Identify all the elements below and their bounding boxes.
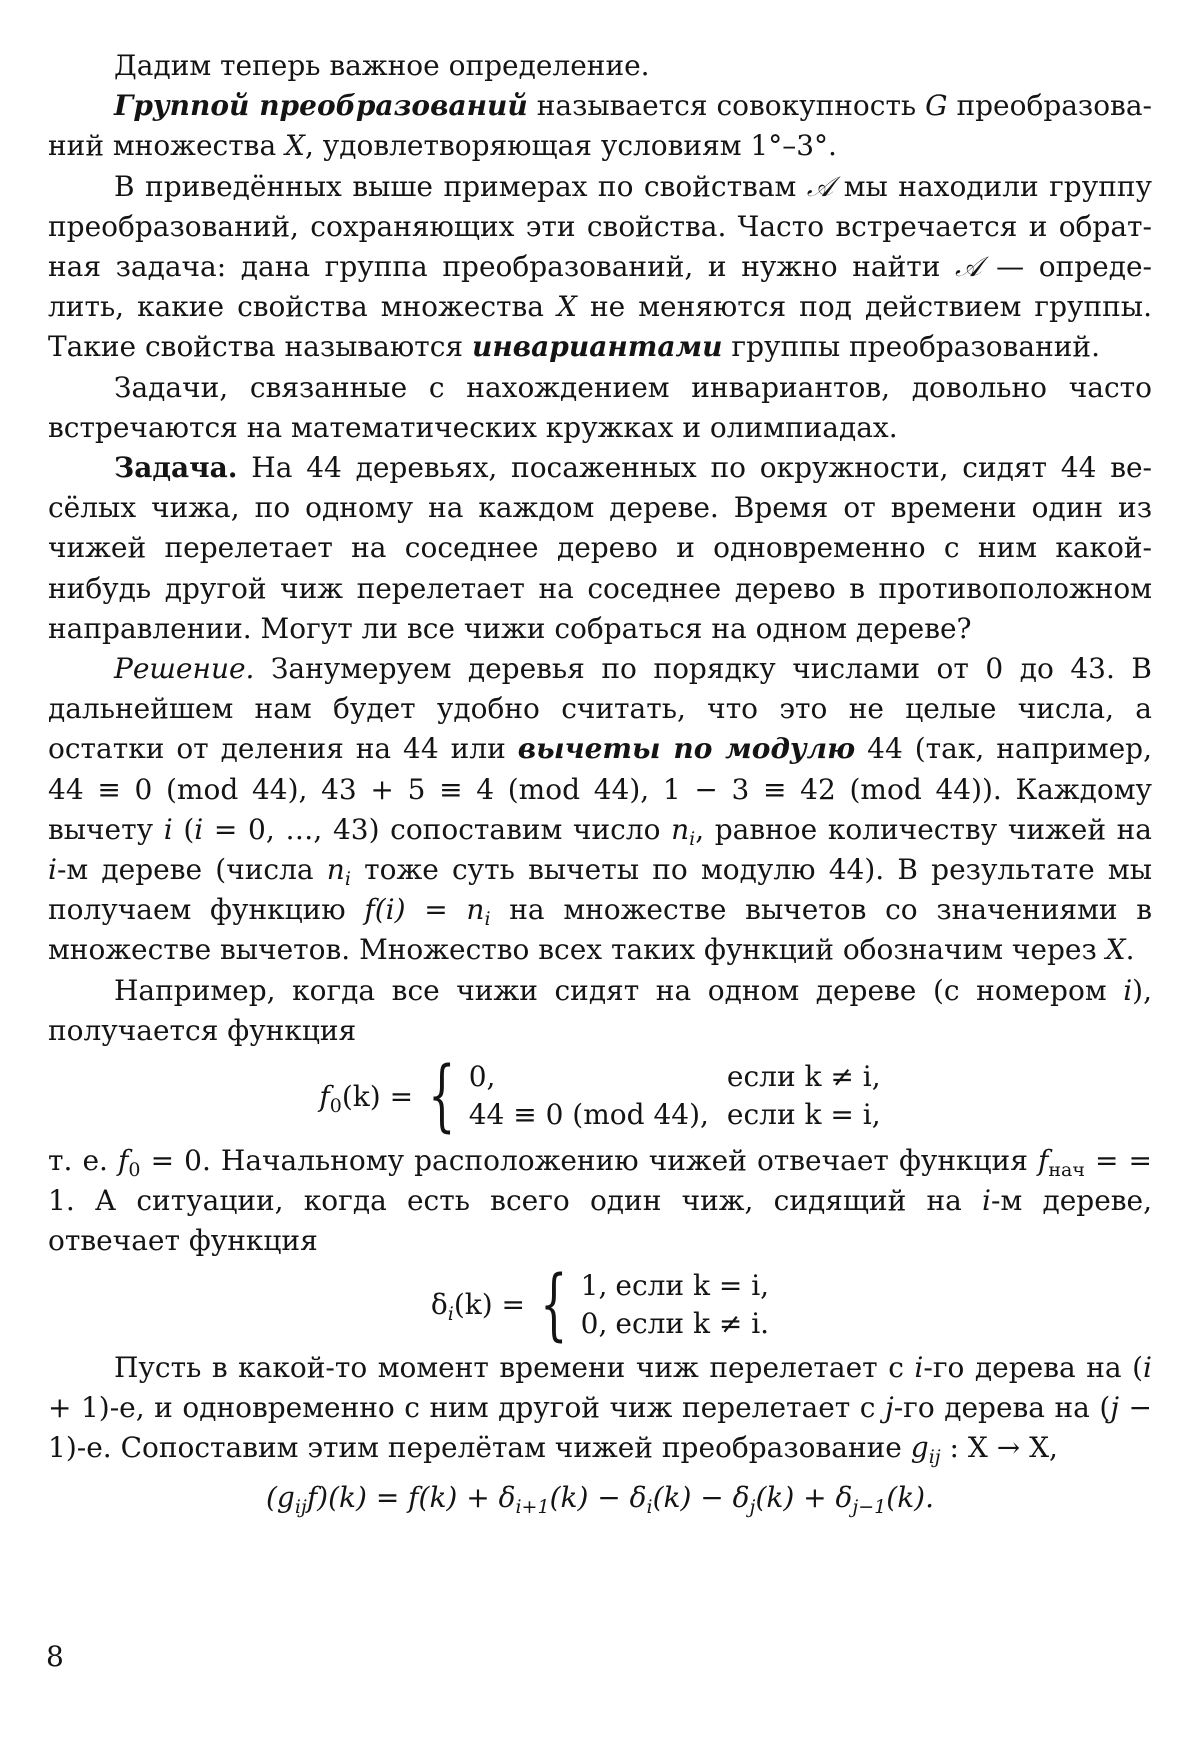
case-value: 0, <box>580 1306 608 1340</box>
text-span: , равное количеству чижей на <box>695 812 1152 846</box>
text-span: -м дереве, отвечает функция <box>48 1184 1152 1258</box>
math-subscript: 0 <box>128 1159 141 1182</box>
formula-lhs-rest: (k) = <box>453 1288 526 1322</box>
math-subscript: i <box>484 908 491 931</box>
case-condition: если k ≠ i. <box>615 1306 770 1340</box>
intro-text: Дадим теперь важное определение. <box>114 49 650 82</box>
formula-delta <box>48 1259 1152 1350</box>
math-f: f <box>319 1079 330 1113</box>
math-script-A: 𝒜 <box>806 169 834 203</box>
math-delta: δ <box>430 1288 448 1322</box>
math-g: g <box>910 1431 929 1465</box>
text-span: = 0. Начальному расположению чижей отвечает функция <box>140 1144 1038 1178</box>
math-i: i <box>194 812 204 846</box>
math-f: f <box>118 1144 129 1178</box>
math-subscript: i <box>646 1495 653 1518</box>
text-span: -го дерева на ( <box>893 1390 1111 1424</box>
math-subscript: ij <box>928 1446 941 1469</box>
math-i: i <box>982 1184 991 1218</box>
math-subscript: 0 <box>329 1094 342 1117</box>
math-X: X <box>285 129 305 163</box>
formula-delta-lhs <box>430 1288 526 1326</box>
text-span: В приведённых выше примерах по свойствам <box>114 169 807 203</box>
term-residues: вычеты по модулю <box>517 732 856 766</box>
math-subscript: j <box>749 1495 756 1518</box>
math-subscript: i <box>447 1303 454 1326</box>
text-span: на множестве вычетов со значениями в множестве вычетов. Множество всех таких функций обозначим через <box>48 893 1152 967</box>
text-span: + 1)-е, и одновременно с ним другой чиж перелетает с <box>48 1390 886 1424</box>
text-span: , удовлетворяющая условиям 1°–3°. <box>304 129 837 163</box>
formula-part: (k) + δ <box>755 1480 853 1514</box>
math-f-of-i: f(i) <box>364 893 406 927</box>
page-number: 8 <box>46 1640 64 1673</box>
formula-lhs-rest: (k) = <box>341 1079 414 1113</box>
math-subscript: нач <box>1048 1159 1085 1182</box>
math-subscript: i <box>344 868 351 891</box>
math-f: f <box>1037 1144 1049 1178</box>
math-i: i <box>1143 1350 1153 1384</box>
formula-part: (g <box>265 1480 295 1514</box>
formula-delta-cases <box>581 1267 769 1343</box>
text-span: мы находили группу преобразований, сохраняющих эти свойства. Часто встречается и обратная задача: дана группа преобразований, и нужно найти <box>48 169 1152 284</box>
text-span: ( <box>172 812 195 846</box>
math-X: X <box>557 290 577 324</box>
text-span: — определить, какие свойства множества <box>48 250 1153 324</box>
formula-g-ij-body <box>265 1480 934 1518</box>
math-n: n <box>326 853 345 887</box>
page-body <box>48 46 1152 1526</box>
text-span: -го дерева на ( <box>923 1350 1144 1384</box>
math-i: i <box>914 1350 924 1384</box>
text-span: : X → X, <box>940 1431 1058 1465</box>
formula-f0-cases <box>469 1058 881 1134</box>
text-span: Пусть в какой-то момент времени чиж перелетает с <box>114 1350 915 1384</box>
text-span: Занумеруем деревья по порядку числами от 0 до 43. В дальнейшем нам будет удобно считать, что это не целые числа, а остатки от деления на 44 или <box>48 652 1152 766</box>
term-transformation-group: Группой преобразований <box>114 89 528 123</box>
formula-f0 <box>48 1051 1152 1141</box>
math-i: i <box>163 812 173 846</box>
text-span: Например, когда все чижи сидят на одном дереве (с номером <box>114 973 1124 1007</box>
text-span: Задачи, связанные с нахождением инвариантов, довольно часто встречаются на математических кружках и олимпиадах. <box>48 370 1152 444</box>
text-span: . <box>1125 933 1135 967</box>
text-span: преобразований множества <box>48 89 1152 163</box>
text-span: тоже суть вычеты по модулю 44). В результате мы получаем функцию <box>48 853 1152 927</box>
case-condition: если k = i, <box>615 1268 770 1302</box>
formula-g-ij <box>48 1468 1152 1526</box>
text-span: ), получается функция <box>48 973 1152 1047</box>
math-j: j <box>1110 1390 1119 1424</box>
text-span: не меняются под действием группы. Такие свойства называются <box>48 290 1152 364</box>
math-n: n <box>466 893 485 927</box>
solution-label: Решение. <box>114 652 255 686</box>
left-brace: { <box>428 1051 456 1142</box>
text-span: т. е. <box>48 1144 119 1178</box>
formula-part: f)(k) = f(k) + δ <box>306 1480 516 1514</box>
paragraph-example <box>48 971 1152 1051</box>
problem-label: Задача. <box>114 451 238 485</box>
math-G: G <box>925 89 948 123</box>
math-i: i <box>48 853 57 887</box>
formula-f0-lhs <box>319 1079 414 1117</box>
paragraph-transition <box>48 1348 1152 1469</box>
math-subscript: j−1 <box>852 1495 887 1518</box>
text-span: -м дереве (числа <box>56 853 327 887</box>
text-span: − 1)-е. Сопоставим этим перелётам чижей преобразование <box>48 1390 1152 1465</box>
paragraph-intro <box>48 46 1152 86</box>
case-value: 1, <box>580 1268 608 1302</box>
formula-part: (k) − δ <box>549 1480 647 1514</box>
case-condition: если k = i, <box>726 1098 881 1132</box>
left-brace: { <box>540 1259 568 1350</box>
math-j: j <box>885 1390 894 1424</box>
math-subscript: ij <box>294 1495 307 1518</box>
math-subscript: i <box>689 827 696 850</box>
paragraph-inverse-problem <box>48 167 1152 368</box>
case-value: 44 ≡ 0 (mod 44), <box>468 1098 709 1132</box>
text-span: = 0, …, 43) сопоставим число <box>203 812 672 846</box>
case-value: 0, <box>468 1060 496 1094</box>
paragraph-definition <box>48 86 1152 166</box>
text-span: = = 1. А ситуации, когда есть всего один чиж, сидящий на <box>48 1144 1152 1218</box>
text-span: 44 (так, например, 44 ≡ 0 (mod 44), 43 + 5 ≡ 4 (mod 44), 1 − 3 ≡ 42 (mod 44)). Каждому вычету <box>48 732 1152 846</box>
math-n: n <box>671 812 690 846</box>
paragraph-problem <box>48 448 1152 649</box>
paragraph-solution <box>48 649 1152 971</box>
text-span: называется совокупность <box>527 89 926 123</box>
case-condition: если k ≠ i, <box>726 1060 881 1094</box>
paragraph-olympiads <box>48 368 1152 448</box>
paragraph-after-f0 <box>48 1141 1152 1262</box>
math-X: X <box>1105 933 1126 967</box>
math-i: i <box>1123 973 1133 1007</box>
text-span: группы преобразований. <box>722 330 1100 364</box>
term-invariants: инвариантами <box>471 330 723 364</box>
problem-text: На 44 деревьях, посаженных по окружности, сидят 44 весёлых чижа, по одному на каждом дереве. Время от времени один из чижей перелетает на соседнее дерево и одновременно с ним какой-нибудь другой чиж перелетает на соседнее дерево в противоположном направлении. Могут ли все чижи собраться на одном дереве? <box>48 451 1152 645</box>
formula-part: (k) − δ <box>652 1480 750 1514</box>
math-subscript: i+1 <box>515 1495 550 1518</box>
formula-part: (k). <box>886 1480 934 1514</box>
text-span: = <box>405 893 467 927</box>
math-script-A: 𝒜 <box>955 250 982 284</box>
